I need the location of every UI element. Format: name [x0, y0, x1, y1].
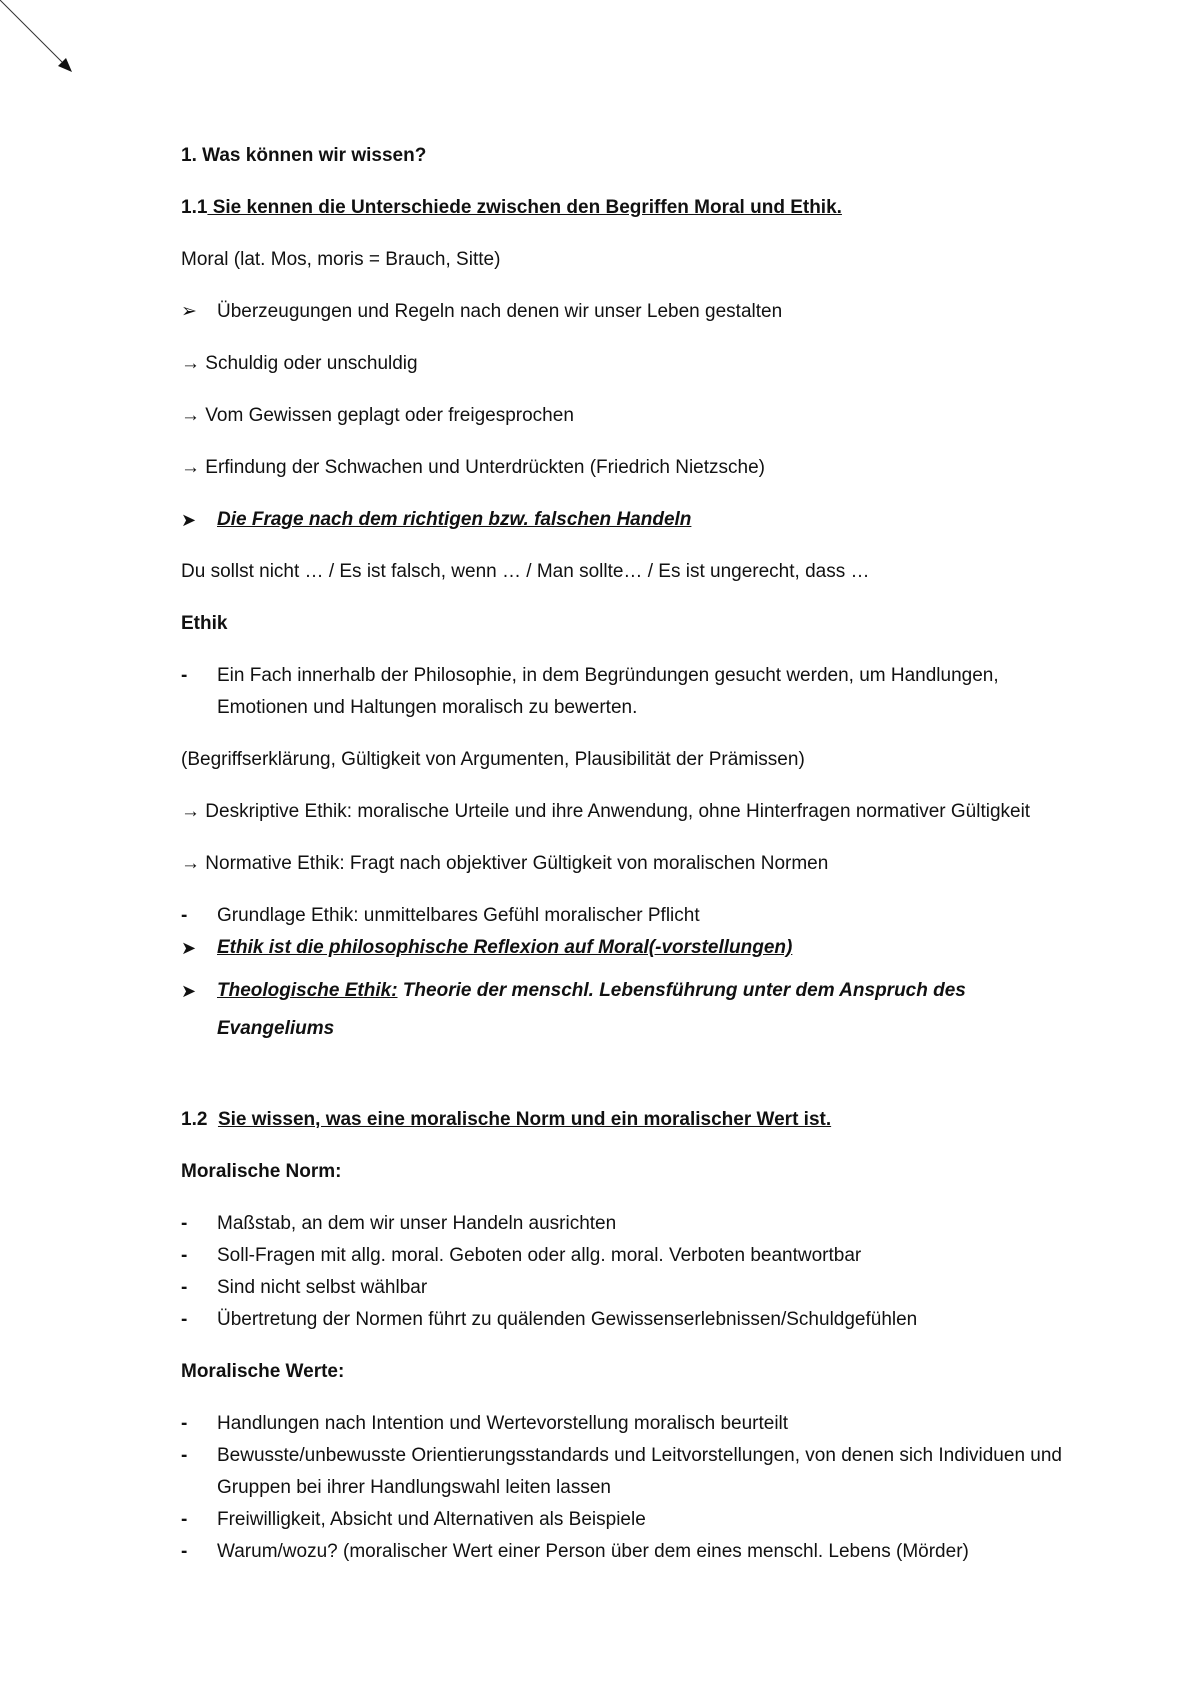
werte-heading: Moralische Werte: [181, 1361, 345, 1382]
list-item: - Bewusste/unbewusste Orientierungsstandards und Leitvorstellungen, von denen sich Individuen und Gruppen bei ihrer Handlungswahl leiten lassen [181, 1445, 1062, 1498]
section-1-1-heading: 1.1 Sie kennen die Unterschiede zwischen den Begriffen Moral und Ethik. [181, 197, 842, 218]
deskriptive-ethik: → Deskriptive Ethik: moralische Urteile und ihre Anwendung, ohne Hinterfragen normativer Gültigkeit [181, 801, 1031, 822]
moral-definition: Moral (lat. Mos, moris = Brauch, Sitte) [181, 249, 501, 270]
moral-bullet-1: ➢ Überzeugungen und Regeln nach denen wir unser Leben gestalten [181, 296, 1071, 328]
arrowhead-bullet-icon: ➤ [181, 510, 197, 530]
list-item: - Übertretung der Normen führt zu quälenden Gewissenserlebnissen/Schuldgefühlen [181, 1309, 918, 1330]
moral-arrow-3: → Erfindung der Schwachen und Unterdrückten (Friedrich Nietzsche) [181, 457, 765, 478]
list-item: - Sind nicht selbst wählbar [181, 1277, 428, 1298]
norm-list [181, 1208, 1071, 1336]
document-page [181, 140, 1071, 1568]
dash-bullet: - [181, 905, 188, 926]
list-item: - Handlungen nach Intention und Wertevorstellung moralisch beurteilt [181, 1413, 789, 1434]
ethik-conclusion-1: ➤ Ethik ist die philosophische Reflexion auf Moral(-vorstellungen) [181, 932, 1071, 964]
page-corner-arrow-icon [0, 0, 90, 90]
moral-arrow-1: → Schuldig oder unschuldig [181, 353, 418, 374]
list-item: - Soll-Fragen mit allg. moral. Geboten oder allg. moral. Verboten beantwortbar [181, 1245, 862, 1266]
ethik-grundlage: - Grundlage Ethik: unmittelbares Gefühl moralischer Pflicht [181, 900, 1071, 932]
werte-list [181, 1408, 1071, 1568]
norm-heading: Moralische Norm: [181, 1161, 342, 1182]
moral-examples: Du sollst nicht … / Es ist falsch, wenn … / Man sollte… / Es ist ungerecht, dass … [181, 561, 870, 582]
arrowhead-bullet-icon: ➢ [181, 301, 197, 322]
dash-bullet: - [181, 665, 188, 686]
list-item: - Maßstab, an dem wir unser Handeln ausrichten [181, 1213, 617, 1234]
arrowhead-bullet-icon: ➤ [181, 938, 197, 958]
section-1-2-heading: 1.2 Sie wissen, was eine moralische Norm und ein moralischer Wert ist. [181, 1109, 832, 1130]
list-item: - Freiwilligkeit, Absicht und Alternativen als Beispiele [181, 1509, 646, 1530]
moral-arrow-2: → Vom Gewissen geplagt oder freigesprochen [181, 405, 574, 426]
ethik-definition: - Ein Fach innerhalb der Philosophie, in dem Begründungen gesucht werden, um Handlungen, Emotionen und Haltungen moralisch zu bewerten. [181, 660, 1071, 724]
arrowhead-bullet-icon: ➤ [181, 981, 197, 1001]
moral-question: ➤ Die Frage nach dem richtigen bzw. falschen Handeln [181, 504, 1071, 536]
normative-ethik: → Normative Ethik: Fragt nach objektiver Gültigkeit von moralischen Normen [181, 853, 829, 874]
ethik-heading: Ethik [181, 613, 228, 634]
ethik-parenthetical: (Begriffserklärung, Gültigkeit von Argumenten, Plausibilität der Prämissen) [181, 749, 805, 770]
ethik-conclusion-2: ➤ Theologische Ethik: Theorie der menschl. Lebensführung unter dem Anspruch des Evangeliums [181, 972, 1071, 1048]
section-1-title: 1. Was können wir wissen? [181, 145, 427, 166]
list-item: - Warum/wozu? (moralischer Wert einer Person über dem eines menschl. Lebens (Mörder) [181, 1541, 969, 1562]
